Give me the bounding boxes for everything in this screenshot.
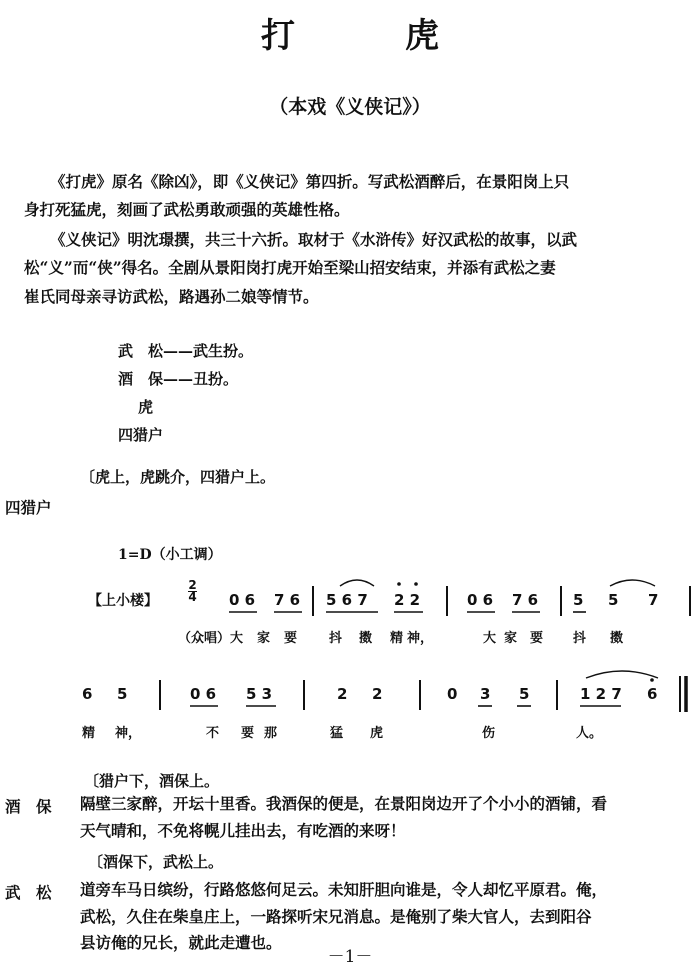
note: 5 [573,591,584,609]
octave-dot [650,678,654,682]
slur [340,580,374,586]
octave-dot [414,582,418,586]
lyric: 虎 [370,726,384,741]
speaker-label: 四猎户 [5,498,52,517]
intro-line: 崔氏同母亲寻访武松，路遇孙二娘等情节。 [24,287,319,306]
lyric: 抖 [573,631,587,646]
time-signature: 2 4 [188,578,197,604]
lyric: 神， [407,631,434,646]
lyric: 那 [264,726,278,741]
dialogue-line: 隔壁三家醉，开坛十里香。我酒保的便是，在景阳岗边开了个小小的酒铺，看 [80,794,608,813]
note-group: 1 2 7 [580,685,622,703]
note-group: 0 6 [467,591,494,609]
note: 5 [117,685,128,703]
lyric: 精 [390,631,404,646]
speaker-label: 酒 保 [5,797,52,816]
lyric: 要 [241,726,255,741]
cast-item: 虎 [138,398,154,416]
note: 0 [447,685,458,703]
cast-item: 酒 保——丑扮。 [118,370,239,388]
intro-line: 松“义”而“侠”得名。全剧从景阳岗打虎开始至梁山招安结束，并添有武松之妻 [24,258,556,277]
note: 5 [519,685,530,703]
dialogue-line: 县访俺的兄长，就此走遭也。 [80,933,282,952]
lyric: 要 [284,631,298,646]
lyric: 精 [82,726,96,741]
dialogue-line: 道旁车马日缤纷，行路悠悠何足云。未知肝胆向谁是，令人却忆平原君。俺， [80,880,608,899]
page-title: 打 虎 [261,16,477,56]
lyric: 抖 [329,631,343,646]
note-group: 7 6 [512,591,539,609]
note-group: 0 6 [190,685,217,703]
page-number: －1－ [327,947,373,967]
lyric: 擞 [359,631,373,646]
slur [586,671,658,678]
stage-direction: 〔酒保下，武松上。 [88,853,224,871]
lyric: 猛 [330,726,344,741]
lyric: （众唱）大 [178,631,244,646]
note: 5 [608,591,619,609]
tune-name: 【上小楼】 [88,593,158,609]
stage-direction: 〔猎户下，酒保上。 [84,772,220,790]
note: 7 [648,591,659,609]
lyric: 要 [530,631,544,646]
lyric: 家 [504,631,518,646]
page-subtitle: （本戏《义侠记》） [269,96,431,118]
lyric: 不 [206,726,220,741]
stage-direction: 〔虎上，虎跳介，四猎户上。 [80,468,276,486]
note: 3 [480,685,491,703]
intro-line: 《打虎》原名《除凶》，即《义侠记》第四折。写武松酒醉后，在景阳岗上只 [50,172,570,191]
note: 6 [647,685,658,703]
dialogue-line: 武松，久住在柴皇庄上，一路探听宋兄消息。是俺别了柴大官人，去到阳谷 [80,907,592,926]
slur [610,580,655,586]
lyric: 人。 [576,726,603,741]
octave-dot [397,582,401,586]
note-group: 2 2 [394,591,421,609]
note-group: 7 6 [274,591,301,609]
cast-item: 武 松——武生扮。 [118,342,254,360]
note-group: 0 6 [229,591,256,609]
note: 6 [82,685,93,703]
lyric: 擞 [610,631,624,646]
lyric: 伤 [482,726,496,741]
lyric: 家 [257,631,271,646]
note: 2 [337,685,348,703]
note-group: 5 6 7 [326,591,368,609]
cast-item: 四猎户 [118,426,164,444]
key-signature: 1=D（小工调） [118,547,222,563]
speaker-label: 武 松 [5,883,52,902]
lyric: 神， [115,726,142,741]
intro-line: 身打死猛虎，刻画了武松勇敢顽强的英雄性格。 [24,200,350,219]
note: 2 [372,685,383,703]
note-group: 5 3 [246,685,273,703]
dialogue-line: 天气晴和，不免将幌儿挂出去，有吃酒的来呀！ [80,821,406,840]
intro-line: 《义侠记》明沈璟撰，共三十六折。取材于《水浒传》好汉武松的故事，以武 [50,230,578,249]
lyric: 大 [483,631,497,646]
